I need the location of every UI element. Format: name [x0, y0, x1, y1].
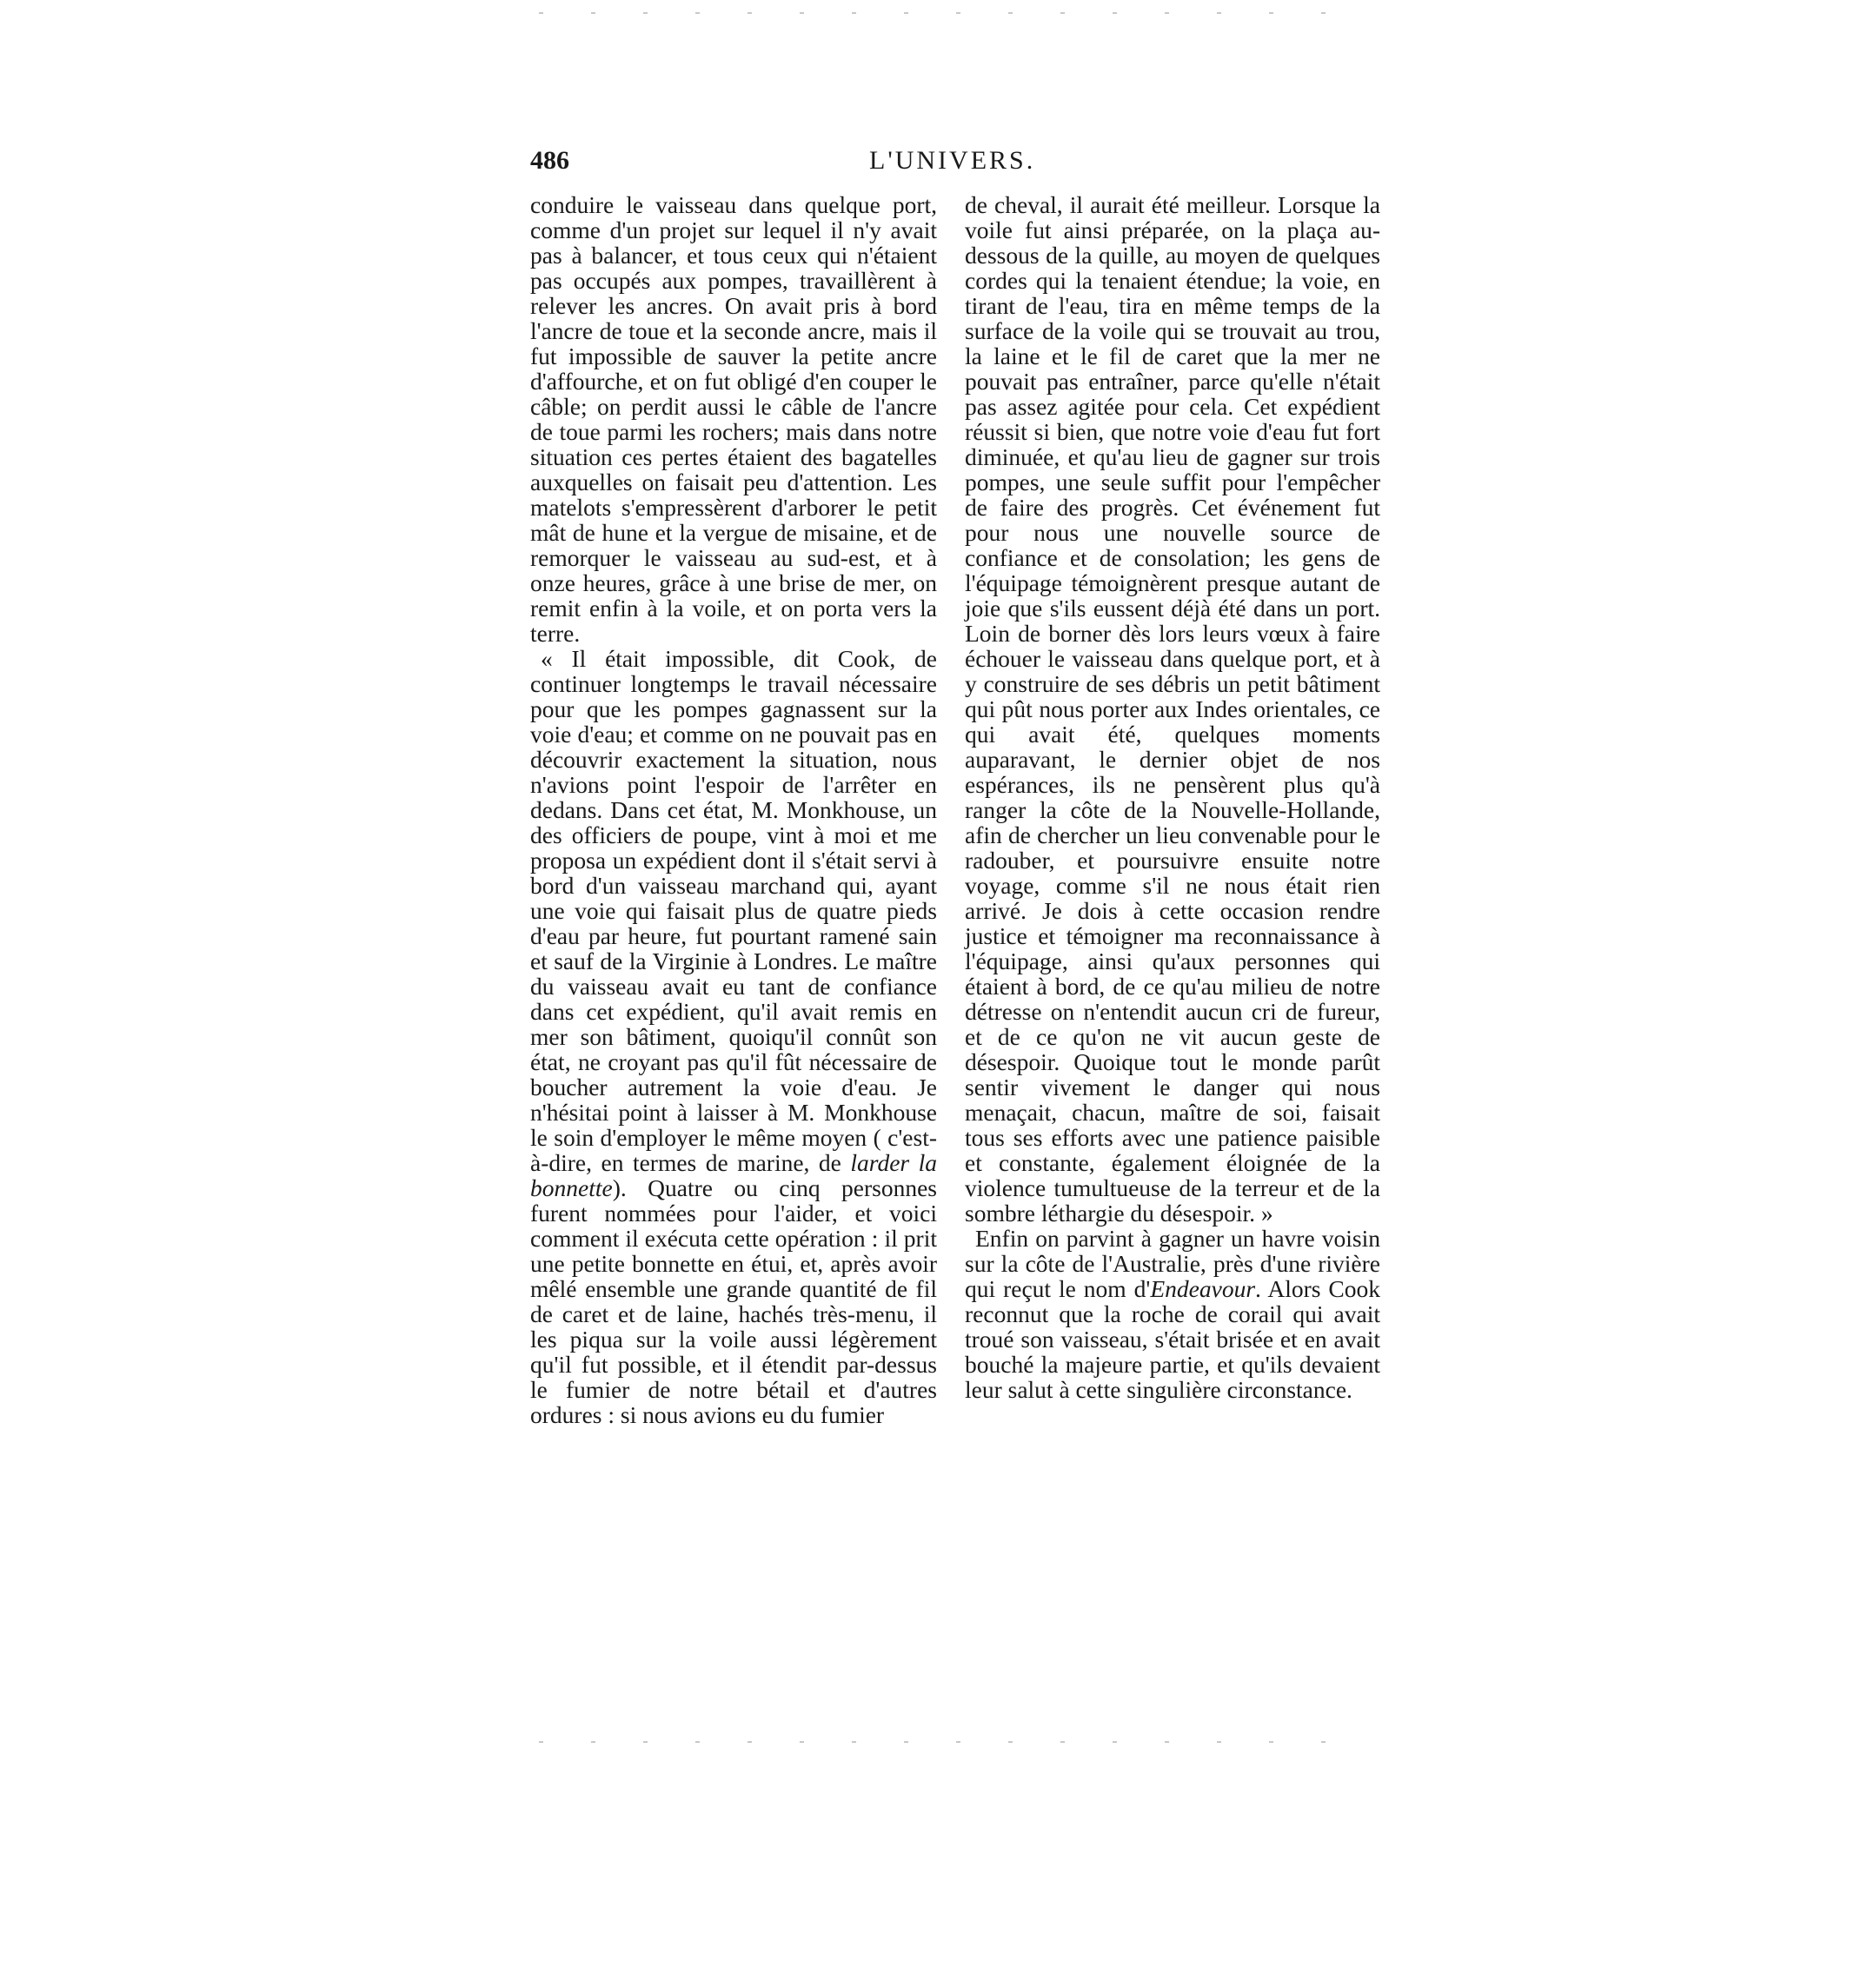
- right-paragraph-2-text-b: . Alors Cook reconnut que la roche de corail qui avait troué son vaisseau, s'était brisée et en avait bouché la majeure partie, et qu'ils devaient leur salut à cette singulière circonstance.: [965, 1275, 1380, 1403]
- left-paragraph-2-text-a: « Il était impossible, dit Cook, de continuer longtemps le travail nécessaire pour que les pompes gagnassent sur la voie d'eau; et comme on ne pouvait pas en découvrir exactement la situation, nous n'avions point l'espoir de l'arrêter en dedans. Dans cet état, M. Monkhouse, un des officiers de poupe, vint à moi et me proposa un expédient dont il s'était servi à bord d'un vaisseau marchand qui, ayant une voie qui faisait plus de quatre pieds d'eau par heure, fut pourtant ramené sain et sauf de la Virginie à Londres. Le maître du vaisseau avait eu tant de confiance dans cet expédient, qu'il avait remis en mer son bâtiment, quoiqu'il connût son état, ne croyant pas qu'il fût nécessaire de boucher autrement la voie d'eau. Je n'hésitai point à laisser à M. Monkhouse le soin d'employer le même moyen ( c'est-à-dire, en termes de marine, de: [530, 645, 937, 1176]
- page-number: 486: [530, 146, 569, 175]
- right-column: [965, 192, 1380, 1402]
- left-column: [530, 192, 937, 1427]
- left-paragraph-2-text-b: ). Quatre ou cinq personnes furent nommées pour l'aider, et voici comment il exécuta cette opération : il prit une petite bonnette en étui, et, après avoir mêlé ensemble une grande quantité de fil de caret et de laine, hachés très-menu, il les piqua sur la voile aussi légèrement qu'il fut possible, et il étendit par-dessus le fumier de notre bétail et d'autres ordures : si nous avions eu du fumier: [530, 1174, 937, 1428]
- left-paragraph-1: conduire le vaisseau dans quelque port, comme d'un projet sur lequel il n'y avait pas à balancer, et tous ceux qui n'étaient pas occupés aux pompes, travaillèrent à relever les ancres. On avait pris à bord l'ancre de toue et la seconde ancre, mais il fut impossible de sauver la petite ancre d'affourche, et on fut obligé d'en couper le câble; on perdit aussi le câble de l'ancre de toue parmi les rochers; mais dans notre situation ces pertes étaient des bagatelles auxquelles on faisait peu d'attention. Les matelots s'empressèrent d'arborer le petit mât de hune et la vergue de misaine, et de remorquer le vaisseau au sud-est, et à onze heures, grâce à une brise de mer, on remit enfin à la voile, et on porta vers la terre.: [530, 191, 937, 647]
- right-paragraph-2-italic: Endeavour: [1150, 1275, 1256, 1302]
- left-paragraph-2: [530, 646, 937, 1427]
- scan-edge-marks-bottom: [539, 1741, 1373, 1743]
- running-title: L'UNIVERS.: [869, 146, 1036, 175]
- left-paragraph-2-italic: larder la bonnette: [530, 1149, 937, 1201]
- running-head: [530, 146, 1399, 181]
- right-paragraph-2: [965, 1226, 1380, 1402]
- right-paragraph-1: de cheval, il aurait été meilleur. Lorsque la voile fut ainsi préparée, on la plaça au-dessous de la quille, au moyen de quelques cordes qui la tenaient étendue; la voie, en tirant de l'eau, tira en même temps de la surface de la voile qui se trouvait au trou, la laine et le fil de caret que la mer ne pouvait pas entraîner, parce qu'elle n'était pas assez agitée pour cela. Cet expédient réussit si bien, que notre voie d'eau fut fort diminuée, et qu'au lieu de gagner sur trois pompes, une seule suffit pour l'empêcher de faire des progrès. Cet événement fut pour nous une nouvelle source de confiance et de consolation; les gens de l'équipage témoignèrent presque autant de joie que s'ils eussent déjà été dans un port. Loin de borner dès lors leurs vœux à faire échouer le vaisseau dans quelque port, et à y construire de ses débris un petit bâtiment qui pût nous porter aux Indes orientales, ce qui avait été, quelques moments auparavant, le dernier objet de nos espérances, ils ne pensèrent plus qu'à ranger la côte de la Nouvelle-Hollande, afin de chercher un lieu convenable pour le radouber, et poursuivre ensuite notre voyage, comme s'il ne nous était rien arrivé. Je dois à cette occasion rendre justice et témoigner ma reconnaissance à l'équipage, ainsi qu'aux personnes qui étaient à bord, de ce qu'au milieu de notre détresse on n'entendit aucun cri de fureur, et de ce qu'on ne vit aucun geste de désespoir. Quoique tout le monde parût sentir vivement le danger qui nous menaçait, chacun, maître de soi, faisait tous ses efforts avec une patience paisible et constante, également éloignée de la violence tumultueuse de la terreur et de la sombre léthargie du désespoir. »: [965, 191, 1380, 1227]
- scan-edge-marks-top: [539, 12, 1373, 14]
- right-paragraph-2-text-a: Enfin on parvint à gagner un havre voisin sur la côte de l'Australie, près d'une rivière qui reçut le nom d': [965, 1225, 1380, 1302]
